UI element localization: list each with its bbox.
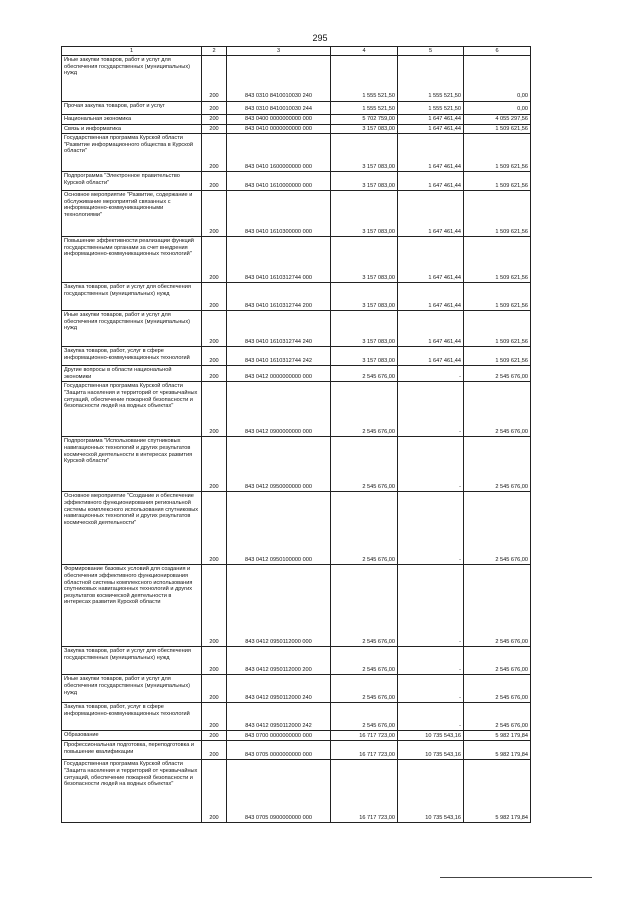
table-body xyxy=(62,56,531,823)
cell-value: 2 545 676,00 xyxy=(464,492,531,565)
cell-value: 1 647 461,44 xyxy=(398,115,464,125)
column-header: 1 xyxy=(62,47,202,56)
cell-value: 2 545 676,00 xyxy=(464,382,531,437)
cell-code: 843 0705 0000000000 000 xyxy=(227,741,331,760)
cell-name: Государственная программа Курской области "Защита населения и территорий от чрезвычайных ситуаций, обеспечение пожарной безопасности и безопасности людей на водных объектах" xyxy=(62,382,202,437)
cell-grbs: 200 xyxy=(202,124,227,134)
cell-value: 10 735 543,16 xyxy=(398,760,464,823)
cell-name: Закупка товаров, работ, услуг в сфере информационно-коммуникационных технологий xyxy=(62,703,202,731)
table-row xyxy=(62,311,531,347)
column-header: 2 xyxy=(202,47,227,56)
cell-grbs: 200 xyxy=(202,492,227,565)
cell-name: Связь и информатика xyxy=(62,124,202,134)
cell-code: 843 0410 1610312744 240 xyxy=(227,311,331,347)
cell-value: 2 545 676,00 xyxy=(331,675,398,703)
cell-code: 843 0412 0950000000 000 xyxy=(227,437,331,492)
cell-grbs: 200 xyxy=(202,134,227,172)
cell-name: Закупка товаров, работ и услуг для обеспечения государственных (муниципальных) нужд xyxy=(62,283,202,311)
cell-code: 843 0412 0950100000 000 xyxy=(227,492,331,565)
cell-grbs: 200 xyxy=(202,703,227,731)
cell-code: 843 0412 0950112000 000 xyxy=(227,565,331,647)
footer-rule xyxy=(440,877,592,878)
cell-name: Государственная программа Курской области "Развитие информационного общества в Курской области" xyxy=(62,134,202,172)
cell-code: 843 0705 0900000000 000 xyxy=(227,760,331,823)
cell-value: 10 735 543,16 xyxy=(398,731,464,741)
cell-value: 3 157 083,00 xyxy=(331,124,398,134)
cell-value: 1 509 621,56 xyxy=(464,283,531,311)
cell-code: 843 0412 0950112000 240 xyxy=(227,675,331,703)
cell-name: Иные закупки товаров, работ и услуг для обеспечения государственных (муниципальных) нужд xyxy=(62,675,202,703)
cell-value: 16 717 723,00 xyxy=(331,760,398,823)
table-row xyxy=(62,115,531,125)
cell-value: 1 647 461,44 xyxy=(398,237,464,283)
table-header-row xyxy=(62,47,531,56)
cell-value: - xyxy=(398,703,464,731)
cell-value: 1 555 521,50 xyxy=(331,56,398,102)
page-number: 295 xyxy=(312,33,328,43)
table-row xyxy=(62,492,531,565)
cell-value: 2 545 676,00 xyxy=(331,565,398,647)
table-row xyxy=(62,124,531,134)
cell-grbs: 200 xyxy=(202,172,227,191)
cell-value: 2 545 676,00 xyxy=(331,382,398,437)
cell-name: Образование xyxy=(62,731,202,741)
cell-grbs: 200 xyxy=(202,102,227,115)
table-row xyxy=(62,382,531,437)
cell-grbs: 200 xyxy=(202,237,227,283)
cell-value: 1 555 521,50 xyxy=(398,102,464,115)
table-row xyxy=(62,56,531,102)
cell-value: - xyxy=(398,382,464,437)
cell-value: - xyxy=(398,565,464,647)
cell-value: 1 555 521,50 xyxy=(398,56,464,102)
cell-code: 843 0412 0950112000 242 xyxy=(227,703,331,731)
cell-name: Закупка товаров, работ, услуг в сфере информационно-коммуникационных технологий xyxy=(62,347,202,366)
cell-value: 2 545 676,00 xyxy=(331,703,398,731)
cell-code: 843 0412 0000000000 000 xyxy=(227,366,331,382)
cell-code: 843 0410 0000000000 000 xyxy=(227,124,331,134)
cell-value: 3 157 083,00 xyxy=(331,237,398,283)
cell-grbs: 200 xyxy=(202,565,227,647)
cell-value: 1 647 461,44 xyxy=(398,283,464,311)
table-row xyxy=(62,703,531,731)
cell-value: 16 717 723,00 xyxy=(331,741,398,760)
cell-code: 843 0410 1610312744 000 xyxy=(227,237,331,283)
table-row xyxy=(62,565,531,647)
cell-grbs: 200 xyxy=(202,347,227,366)
table-row xyxy=(62,647,531,675)
cell-name: Подпрограмма "Использование спутниковых навигационных технологий и других результатов космической деятельности в интересах развития Курской области" xyxy=(62,437,202,492)
table-row xyxy=(62,366,531,382)
cell-value: - xyxy=(398,437,464,492)
cell-value: 1 509 621,56 xyxy=(464,134,531,172)
cell-code: 843 0400 0000000000 000 xyxy=(227,115,331,125)
cell-name: Другие вопросы в области национальной экономики xyxy=(62,366,202,382)
table-row xyxy=(62,102,531,115)
cell-grbs: 200 xyxy=(202,437,227,492)
cell-name: Повышение эффективности реализации функций государственными органами за счет внедрения информационно-коммуникационных технологий" xyxy=(62,237,202,283)
cell-grbs: 200 xyxy=(202,760,227,823)
cell-value: - xyxy=(398,675,464,703)
column-header: 5 xyxy=(398,47,464,56)
cell-value: 3 157 083,00 xyxy=(331,283,398,311)
column-header: 6 xyxy=(464,47,531,56)
cell-code: 843 0410 1610312744 200 xyxy=(227,283,331,311)
column-header: 3 xyxy=(227,47,331,56)
cell-value: 0,00 xyxy=(464,102,531,115)
cell-name: Иные закупки товаров, работ и услуг для обеспечения государственных (муниципальных) нужд xyxy=(62,311,202,347)
cell-value: 2 545 676,00 xyxy=(464,675,531,703)
cell-name: Подпрограмма "Электронное правительство Курской области" xyxy=(62,172,202,191)
cell-code: 843 0412 0900000000 000 xyxy=(227,382,331,437)
cell-code: 843 0700 0000000000 000 xyxy=(227,731,331,741)
cell-grbs: 200 xyxy=(202,191,227,237)
cell-name: Иные закупки товаров, работ и услуг для обеспечения государственных (муниципальных) нужд xyxy=(62,56,202,102)
cell-value: 1 647 461,44 xyxy=(398,347,464,366)
table-row xyxy=(62,237,531,283)
table-row xyxy=(62,283,531,311)
cell-value: 1 647 461,44 xyxy=(398,191,464,237)
cell-code: 843 0410 1610312744 242 xyxy=(227,347,331,366)
cell-grbs: 200 xyxy=(202,741,227,760)
cell-name: Государственная программа Курской области "Защита населения и территорий от чрезвычайных ситуаций, обеспечение пожарной безопасности и безопасности людей на водных объектах" xyxy=(62,760,202,823)
cell-value: 1 509 621,56 xyxy=(464,311,531,347)
cell-code: 843 0410 1600000000 000 xyxy=(227,134,331,172)
cell-grbs: 200 xyxy=(202,115,227,125)
cell-value: 5 982 179,84 xyxy=(464,741,531,760)
cell-code: 843 0310 8410010030 240 xyxy=(227,56,331,102)
cell-grbs: 200 xyxy=(202,731,227,741)
cell-value: 16 717 723,00 xyxy=(331,731,398,741)
cell-name: Закупка товаров, работ и услуг для обеспечения государственных (муниципальных) нужд xyxy=(62,647,202,675)
cell-value: 2 545 676,00 xyxy=(464,437,531,492)
cell-value: 3 157 083,00 xyxy=(331,347,398,366)
table-row xyxy=(62,191,531,237)
cell-value: 2 545 676,00 xyxy=(464,366,531,382)
cell-grbs: 200 xyxy=(202,647,227,675)
cell-value: 3 157 083,00 xyxy=(331,134,398,172)
table-row xyxy=(62,172,531,191)
cell-value: 1 509 621,56 xyxy=(464,237,531,283)
cell-code: 843 0310 8410010030 244 xyxy=(227,102,331,115)
cell-value: 1 647 461,44 xyxy=(398,124,464,134)
cell-grbs: 200 xyxy=(202,675,227,703)
cell-value: 2 545 676,00 xyxy=(331,492,398,565)
cell-grbs: 200 xyxy=(202,382,227,437)
cell-value: 5 982 179,84 xyxy=(464,760,531,823)
cell-value: 1 509 621,56 xyxy=(464,172,531,191)
cell-value: 3 157 083,00 xyxy=(331,172,398,191)
cell-name: Основное мероприятие "Создание и обеспечение эффективного функционирования региональной системы комплексного использования спутниковых навигационных технологий и других результатов космической деятельности" xyxy=(62,492,202,565)
table-row xyxy=(62,741,531,760)
table-row xyxy=(62,760,531,823)
table-row xyxy=(62,731,531,741)
cell-grbs: 200 xyxy=(202,283,227,311)
cell-value: 2 545 676,00 xyxy=(331,366,398,382)
table-row xyxy=(62,134,531,172)
cell-value: 2 545 676,00 xyxy=(464,647,531,675)
cell-value: 1 509 621,56 xyxy=(464,124,531,134)
table-row xyxy=(62,675,531,703)
table-row xyxy=(62,347,531,366)
cell-value: 1 509 621,56 xyxy=(464,347,531,366)
cell-value: 3 157 083,00 xyxy=(331,311,398,347)
cell-name: Прочая закупка товаров, работ и услуг xyxy=(62,102,202,115)
cell-grbs: 200 xyxy=(202,366,227,382)
cell-value: 3 157 083,00 xyxy=(331,191,398,237)
cell-value: 1 647 461,44 xyxy=(398,134,464,172)
cell-code: 843 0410 1610300000 000 xyxy=(227,191,331,237)
cell-value: - xyxy=(398,647,464,675)
cell-name: Профессиональная подготовка, переподготовка и повышение квалификации xyxy=(62,741,202,760)
cell-value: 5 982 179,84 xyxy=(464,731,531,741)
cell-code: 843 0412 0950112000 200 xyxy=(227,647,331,675)
column-header: 4 xyxy=(331,47,398,56)
cell-value: 5 702 759,00 xyxy=(331,115,398,125)
cell-name: Основное мероприятие "Развитие, содержание и обслуживание мероприятий связанных с информационно-коммуникационными технологиями" xyxy=(62,191,202,237)
cell-value: 2 545 676,00 xyxy=(464,565,531,647)
table-row xyxy=(62,437,531,492)
cell-value: 2 545 676,00 xyxy=(464,703,531,731)
cell-value: 0,00 xyxy=(464,56,531,102)
cell-value: - xyxy=(398,366,464,382)
cell-value: 2 545 676,00 xyxy=(331,647,398,675)
cell-value: 1 647 461,44 xyxy=(398,311,464,347)
cell-value: 1 555 521,50 xyxy=(331,102,398,115)
cell-value: 1 509 621,56 xyxy=(464,191,531,237)
cell-value: 1 647 461,44 xyxy=(398,172,464,191)
cell-grbs: 200 xyxy=(202,311,227,347)
cell-value: 2 545 676,00 xyxy=(331,437,398,492)
cell-value: 4 055 297,56 xyxy=(464,115,531,125)
cell-name: Формирование базовых условий для создания и обеспечения эффективного функционирования областной системы комплексного использования спутниковых навигационных технологий и других результатов космической деятельности в интересах развития Курской области xyxy=(62,565,202,647)
cell-value: 10 735 543,16 xyxy=(398,741,464,760)
cell-name: Национальная экономика xyxy=(62,115,202,125)
cell-value: - xyxy=(398,492,464,565)
cell-code: 843 0410 1610000000 000 xyxy=(227,172,331,191)
budget-table xyxy=(61,46,531,823)
cell-grbs: 200 xyxy=(202,56,227,102)
